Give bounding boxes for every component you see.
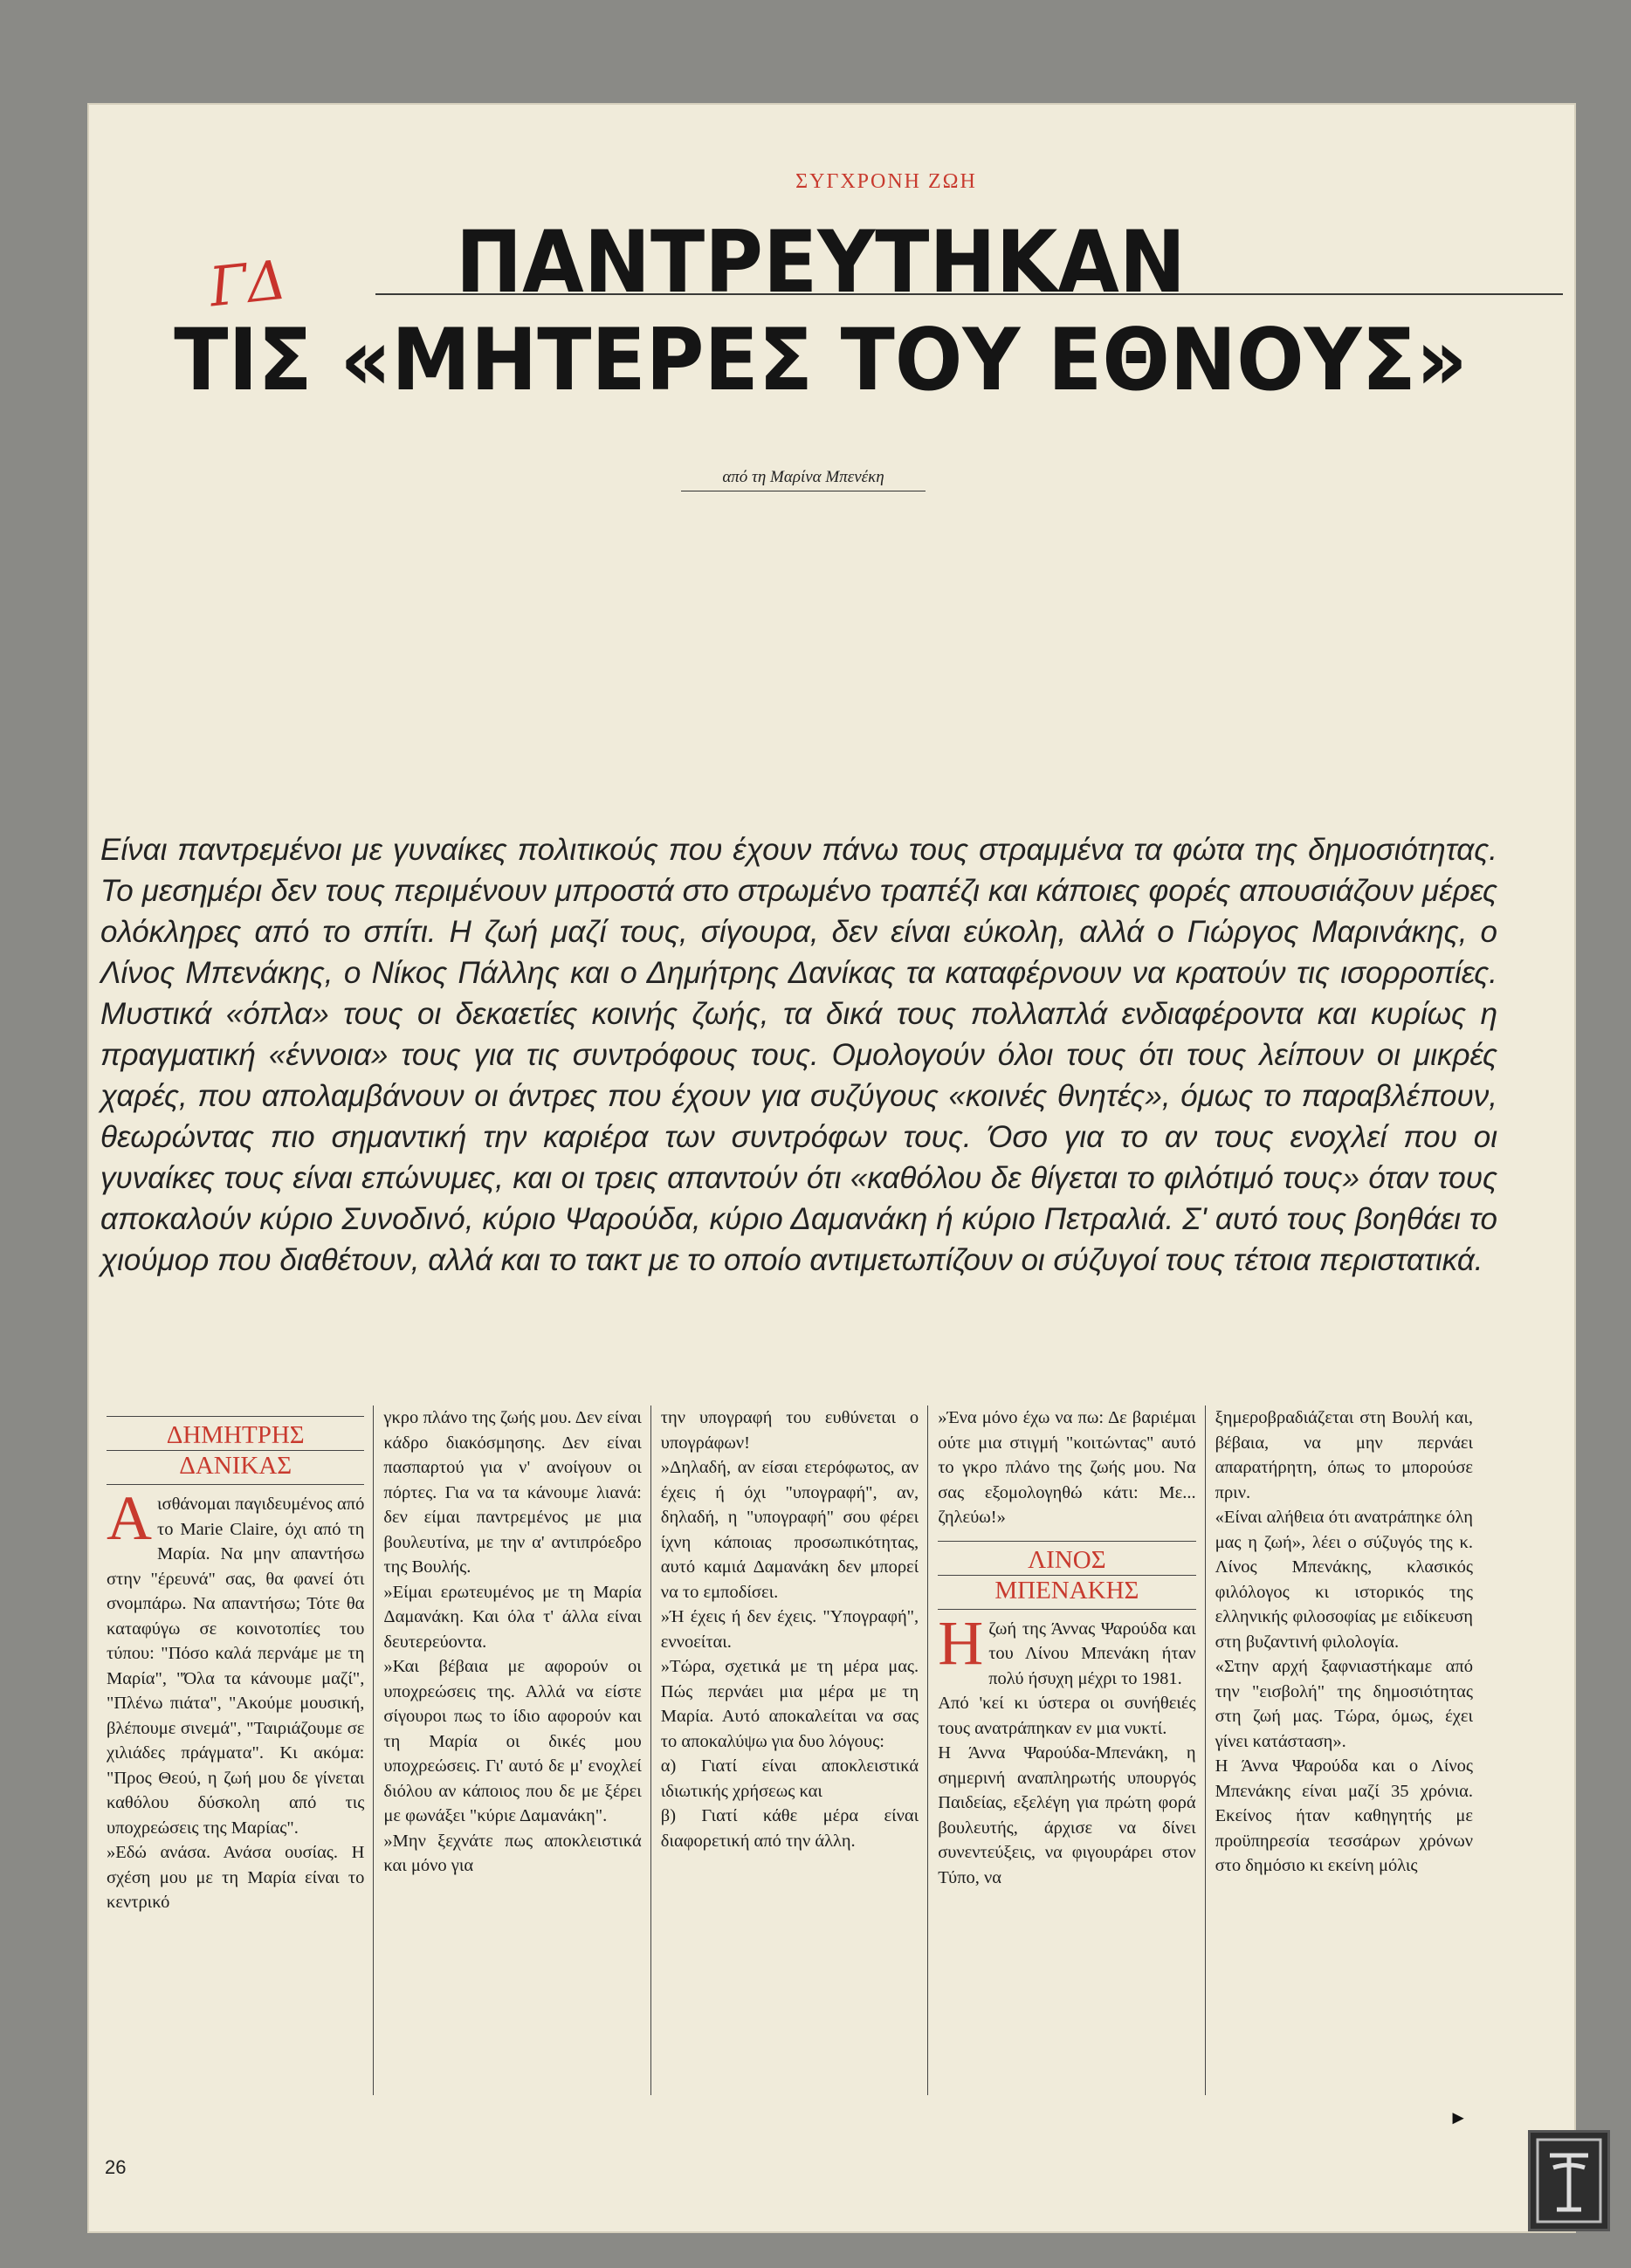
interviewee-heading-danikas xyxy=(107,1416,364,1485)
heading-first-name: ΔΗΜΗΤΡΗΣ xyxy=(166,1421,305,1449)
paragraph: Η Άννα Ψαρούδα-Μπενάκη, η σημερινή αναπληρωτής υπουργός Παιδείας, εξελέγη για πρώτη φορά βουλευτής, άρχισε να δίνει συνεντεύξεις, να φιγουράρει στον Τύπο, να xyxy=(938,1743,1196,1887)
drop-cap: Α xyxy=(107,1483,152,1553)
paragraph: »Εδώ ανάσα. Ανάσα ουσίας. Η σχέση μου με τη Μαρία είναι το κεντρικό xyxy=(107,1843,365,1912)
section-label: ΣΥΓΧΡΟΝΗ ΖΩΗ xyxy=(760,170,1013,194)
column-4 xyxy=(938,1405,1195,2095)
heading-last-name: ΔΑΝΙΚΑΣ xyxy=(107,1450,364,1481)
paragraph: «Είναι αλήθεια ότι ανατράπηκε όλη μας η ζωή», λέει ο σύζυγός της κ. Λίνος Μπενάκης, κλασικός φιλόλογος κι ιστορικός της ελληνικής φιλοσοφίας με ειδίκευση στη βυζαντινή φιλολογία. xyxy=(1215,1508,1473,1652)
paragraph: »Μην ξεχνάτε πως αποκλειστικά και μόνο για xyxy=(383,1831,642,1875)
paragraph: »Και βέβαια με αφορούν οι υποχρεώσεις της. Αλλά να είστε σίγουροι πως το ίδιο αφορούν και τη Μαρία οι δικές μου υποχρεώσεις. Γι' αυτό δε μ' ενοχλεί διόλου αν κάποιος που δε με ξέρει με φωνάξει "κύριε Δαμανάκη". xyxy=(383,1657,642,1825)
heading-first-name: ΛΙΝΟΣ xyxy=(1028,1545,1106,1574)
paragraph: »Τώρα, σχετικά με τη μέρα μας. Πώς περνάει μια μέρα με τη Μαρία. Αυτό αποκαλείται να σας το αποκαλύψω για δυο λόγους: xyxy=(660,1657,919,1751)
page-number: 26 xyxy=(105,2156,127,2178)
column-5 xyxy=(1215,1405,1473,2128)
paragraph: την υπογραφή του ευθύνεται ο υπογράφων! xyxy=(660,1408,919,1453)
column-3 xyxy=(661,1405,919,2095)
paragraph: «Στην αρχή ξαφνιαστήκαμε από την "εισβολή" της δημοσιότητας στη ζωή μας. Τώρα, όμως, έχει γίνει κατάσταση». xyxy=(1215,1657,1473,1751)
column-2 xyxy=(383,1405,641,2095)
byline: από τη Μαρίνα Μπενέκη xyxy=(681,468,926,491)
article-columns xyxy=(107,1405,1473,2128)
column-1 xyxy=(107,1405,364,2095)
interviewee-heading-benakis xyxy=(938,1541,1195,1610)
paragraph: Από 'κεί κι ύστερα οι συνήθειές τους ανατράπηκαν εν μια νυκτί. xyxy=(938,1694,1196,1738)
paragraph: β) Γιατί κάθε μέρα είναι διαφορετική από την άλλη. xyxy=(660,1806,919,1851)
paragraph: »Δηλαδή, αν είσαι ετερόφωτος, αν έχεις ή όχι "υπογραφή", αν, δηλαδή, η "υπογραφή" σου φέρει ίχνη κάποιας προσωπικότητας, αυτό καμιά Δαμανάκη δεν μπορεί να το εμποδίσει. xyxy=(660,1458,919,1602)
paragraph: »Είμαι ερωτευμένος με τη Μαρία Δαμανάκη. Και όλα τ' άλλα είναι δευτερεύοντα. xyxy=(383,1582,642,1652)
paragraph: ξημεροβραδιάζεται στη Βουλή και, βέβαια, να μην περνάει απαρατήρητη, όπως το μπορούσε πριν. xyxy=(1215,1408,1473,1502)
paragraph: α) Γιατί είναι αποκλειστικά ιδιωτικής χρήσεως και xyxy=(660,1756,919,1801)
handwritten-mark: ΓΔ xyxy=(206,247,290,320)
paragraph: »Ένα μόνο έχω να πω: Δε βαριέμαι ούτε μια στιγμή "κοιτώντας" αυτό το γκρο πλάνο της ζωής μου. Να σας εξομολογηθώ κάτι: Με... ζηλεύω!» xyxy=(938,1408,1196,1527)
headline-line-1: ΠΑΝΤΡΕΥΤΗΚΑΝ xyxy=(455,213,1187,313)
intro-paragraph: Είναι παντρεμένοι με γυναίκες πολιτικούς που έχουν πάνω τους στραμμένα τα φώτα της δημοσιότητας. Το μεσημέρι δεν τους περιμένουν μπροστά στο στρωμένο τραπέζι και κάποιες φορές απουσιάζουν μέρες ολόκληρες από το σπίτι. Η ζωή μαζί τους, σίγουρα, δεν είναι εύκολη, αλλά ο Γιώργος Μαρινάκης, ο Λίνος Μπενάκης, ο Νίκος Πάλλης και ο Δημήτρης Δανίκας τα καταφέρνουν να κρατούν τις ισορροπίες. Μυστικά «όπλα» τους οι δεκαετίες κοινής ζωής, τα δικά τους πολλαπλά ενδιαφέροντα και κυρίως η πραγματική «έννοια» τους για τις συντρόφους τους. Ομολογούν όλοι τους ότι τους λείπουν οι μικρές χαρές, που απολαμβάνουν οι άντρες που έχουν για συζύγους «κοινές θνητές», όμως το παραβλέπουν, θεωρώντας πιο σημαντική την καριέρα των συντρόφων τους. Όσο για το αν τους ενοχλεί που οι γυναίκες τους είναι επώνυμες, και οι τρεις απαντούν ότι «καθόλου δε θίγεται το φιλότιμό τους» όταν τους αποκαλούν κύριο Συνοδινό, κύριο Ψαρούδα, κύριο Δαμανάκη ή κύριο Πετραλιά. Σ' αυτό τους βοηθάει το χιούμορ που διαθέτουν, αλλά και το τακτ με το οποίο αντιμετωπίζουν οι σύζυγοί τους τέτοια περιστατικά. xyxy=(100,833,1497,1277)
paragraph: Ηζωή της Άννας Ψαρούδα και του Λίνου Μπενάκη ήταν πολύ ήσυχη μέχρι το 1981. xyxy=(938,1607,1196,1688)
archive-logo-icon xyxy=(1528,2130,1610,2231)
paragraph: Αισθάνομαι παγιδευμένος από το Marie Claire, όχι από τη Μαρία. Να μην απαντήσω στην "έρευνά" σας, θα φανεί ότι σνομπάρω. Να απαντήσω; Τότε θα καταφύγω σε κοινοτοπίες του τύπου: "Πόσο καλά περνάμε με τη Μαρία", "Όλα τα κάνουμε μαζί", "Πλένω πιάτα", "Ακούμε μουσική, βλέπουμε σινεμά", "Ταιριάζουμε σε χιλιάδες πράγματα". Κι ακόμα: "Προς Θεού, η ζωή μου δε γίνεται καθόλου δύσκολη από τις υποχρεώσεις της Μαρίας". xyxy=(107,1483,365,1838)
headline xyxy=(147,214,1495,409)
paragraph: γκρο πλάνο της ζωής μου. Δεν είναι κάδρο διακόσμησης. Δεν είναι πασπαρτού για ν' ανοίγουν οι πόρτες. Για να τα κάνουμε λιανά: δεν είμαι παντρεμένος με μια βουλευτίνα, με την α' αντιπρόεδρο της Βουλής. xyxy=(383,1408,642,1577)
paragraph: Η Άννα Ψαρούδα και ο Λίνος Μπενάκης είναι μαζί 35 χρόνια. Εκείνος ήταν καθηγητής με προϋπηρεσία τεσσάρων χρόνων στο δημόσιο κι εκείνη μόλις xyxy=(1215,1756,1473,1875)
paragraph: »Ή έχεις ή δεν έχεις. "Υπογραφή", εννοείται. xyxy=(660,1607,919,1652)
drop-cap: Η xyxy=(938,1607,984,1678)
continue-arrow-icon: ► xyxy=(1449,2106,1468,2128)
headline-line-2: ΤΙΣ «ΜΗΤΕΡΕΣ ΤΟΥ ΕΘΝΟΥΣ» xyxy=(174,311,1468,410)
heading-last-name: ΜΠΕΝΑΚΗΣ xyxy=(938,1575,1195,1605)
